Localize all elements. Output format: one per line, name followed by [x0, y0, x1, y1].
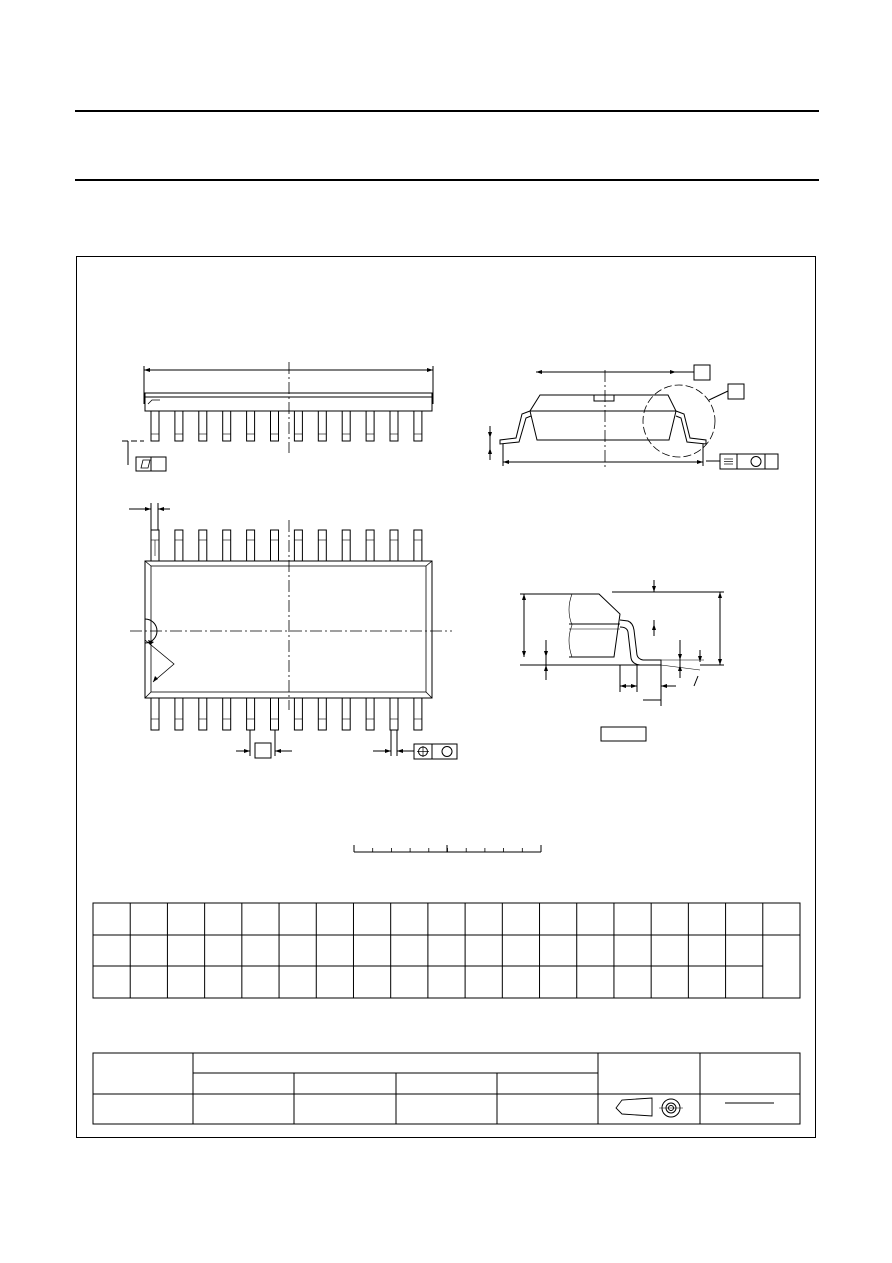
plan-lead-bottom — [175, 698, 183, 730]
plan-lead-bottom — [342, 698, 350, 730]
front-lead — [271, 411, 279, 441]
plan-lead-top — [342, 530, 350, 561]
front-lead — [318, 411, 326, 441]
plan-lead-bottom — [390, 698, 398, 730]
front-lead — [247, 411, 255, 441]
plan-lead-top — [294, 530, 302, 561]
plan-lead-top — [414, 530, 422, 561]
front-lead — [366, 411, 374, 441]
plan-lead-bottom — [414, 698, 422, 730]
plan-view — [129, 503, 457, 759]
plan-lead-top — [223, 530, 231, 561]
front-lead — [199, 411, 207, 441]
dimension-table — [93, 903, 800, 998]
plan-lead-bottom — [294, 698, 302, 730]
plan-lead-top — [318, 530, 326, 561]
plan-lead-top — [271, 530, 279, 561]
front-lead — [294, 411, 302, 441]
front-lead — [390, 411, 398, 441]
plan-lead-bottom — [271, 698, 279, 730]
plan-lead-bottom — [318, 698, 326, 730]
plan-lead-top — [199, 530, 207, 561]
front-lead — [223, 411, 231, 441]
scale-bar — [354, 845, 541, 852]
plan-lead-bottom — [247, 698, 255, 730]
front-lead — [175, 411, 183, 441]
front-lead — [414, 411, 422, 441]
plan-lead-group — [151, 530, 422, 730]
lead-detail-view — [520, 580, 724, 741]
projection-symbol-icon — [616, 1098, 683, 1117]
plan-lead-top — [175, 530, 183, 561]
plan-lead-top — [247, 530, 255, 561]
front-lead — [151, 411, 159, 441]
plan-lead-top — [390, 530, 398, 561]
plan-lead-bottom — [366, 698, 374, 730]
front-lead — [342, 411, 350, 441]
plan-lead-bottom — [223, 698, 231, 730]
outline-version-table — [93, 1053, 800, 1124]
plan-lead-bottom — [151, 698, 159, 730]
plan-lead-bottom — [199, 698, 207, 730]
front-elevation-view — [122, 362, 433, 471]
plan-lead-top — [366, 530, 374, 561]
front-lead-group — [151, 411, 422, 441]
side-view — [488, 365, 778, 470]
